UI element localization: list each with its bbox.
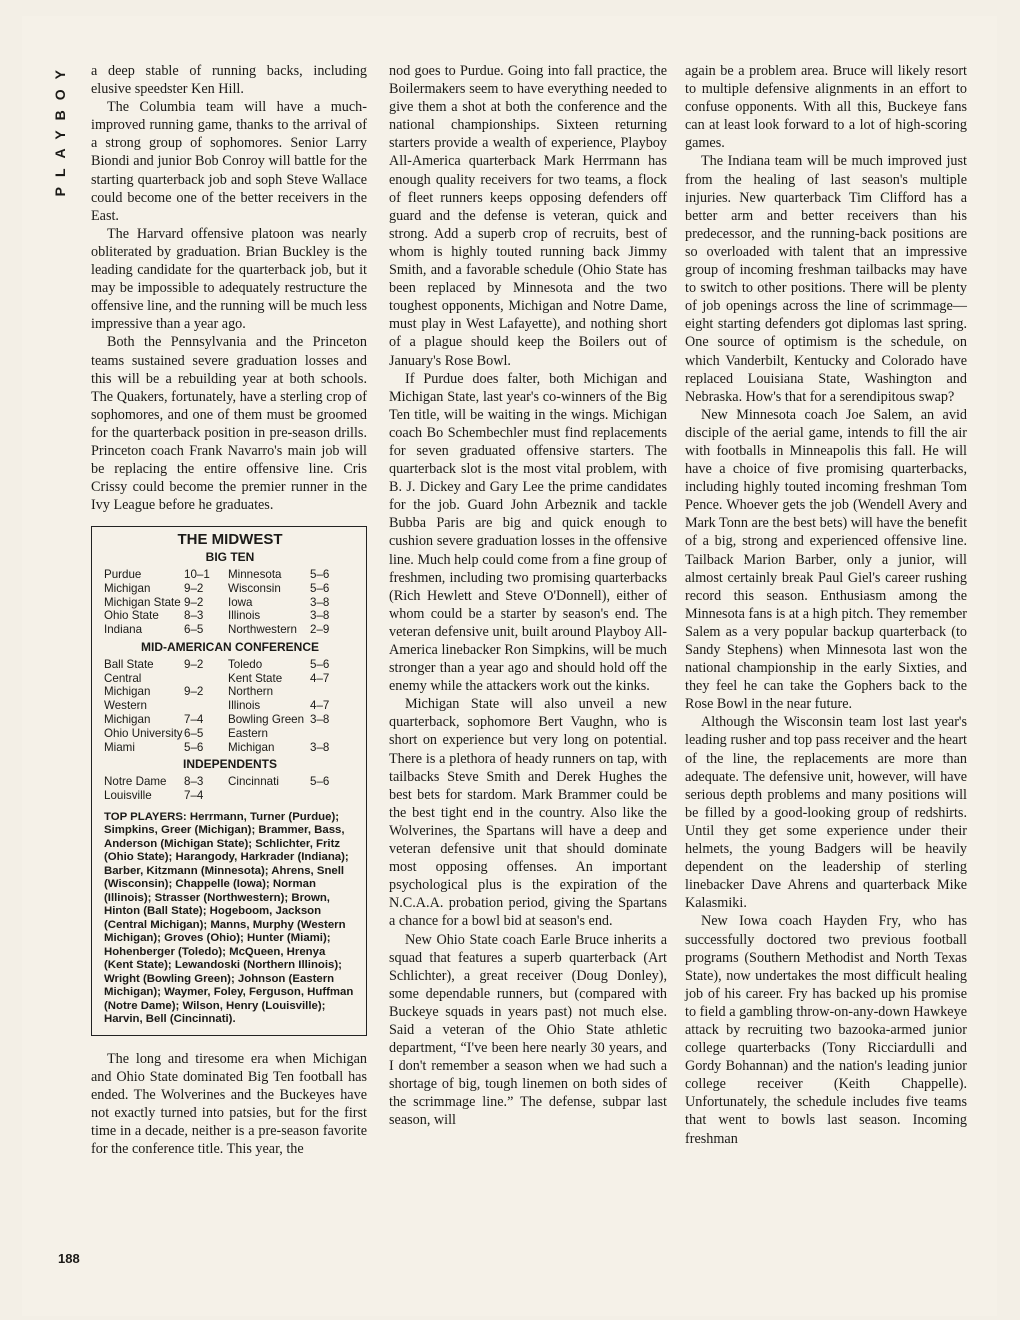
team-record: 5–6 xyxy=(184,740,204,754)
team-name: Michigan State xyxy=(104,595,181,609)
masthead-vertical: PLAYBOY xyxy=(52,60,68,197)
team-record: 5–6 xyxy=(310,775,330,789)
team-record: 10–1 xyxy=(184,567,210,581)
team-record: 2–9 xyxy=(310,623,330,637)
team-name: Ball State xyxy=(104,657,154,671)
standings-row xyxy=(104,658,356,672)
team-record: 9–2 xyxy=(184,581,204,595)
team-record: 9–2 xyxy=(184,685,204,699)
team-name: Northern xyxy=(228,685,274,699)
team-record xyxy=(310,685,356,699)
paragraph: a deep stable of running backs, including elusive speedster Ken Hill. xyxy=(91,63,367,98)
paragraph: New Minnesota coach Joe Salem, an avid disciple of the aerial game, intends to fill the air with footballs in Minneapolis this fall. He will have a choice of five promising quarterbacks, including highly touted incoming freshman Tom Pence. Whoever gets the job (Wendell Avery and Mark Tonn are the best bets) will have the benefit of a big, strong and experienced offensive line. Tailback Marion Barber, only a junior, will almost certainly break Paul Giel's career rushing record this season. Enthusiasm among the Minnesota fans is at a high pitch. They remember Salem as a very popular backup quarterback (to Sandy Stephens) when Minnesota last won the national championship in the early Sixties, and they feel he can take the Gophers back to the Rose Bowl in the near future. xyxy=(685,406,968,713)
big-ten-table xyxy=(104,568,356,637)
column-2 xyxy=(389,62,667,1130)
top-players: TOP PLAYERS: Herrmann, Turner (Purdue); Simpkins, Greer (Michigan); Brammer, Bass, Anderson (Michigan State); Schlichter, Fritz (Ohio State); Harangody, Harkrader (Indiana); Barber, Kitzmann (Minnesota); Ahrens, Snell (Wisconsin); Chappelle (Iowa); Norman (Illinois); Strasser (Northwestern); Brown, Hinton (Ball State); Hogeboom, Jackson (Central Michigan); Manns, Murphy (Western Michigan); Groves (Ohio); Hunter (Miami); Hohenberger (Toledo); McQueen, Hrenya (Kent State); Lewandoski (Northern Illinois); Wright (Bowling Green); Johnson (Eastern Michigan); Waymer, Foley, Ferguson, Huffman (Notre Dame); Wilson, Henry (Louisville); Harvin, Bell (Cincinnati). xyxy=(104,810,354,1026)
paragraph: Michigan State will also unveil a new quarterback, sophomore Bert Vaughn, who is short on experience but very long on potential. There is a plethora of heady runners on tap, with tailbacks Steve Smith and Derek Hughes the best bets for stardom. Mark Brammer could be the best tight end in the country. Also like the Wolverines, the Spartans will have a deep and veteran defensive unit that should dominate most opposing offenses. An important psychological plus is the expiration of the N.C.A.A. probation period, giving the Spartans a chance for a bowl bid at season's end. xyxy=(389,696,667,930)
team-name: Indiana xyxy=(104,623,143,637)
standings-row xyxy=(104,741,356,755)
team-record: 5–6 xyxy=(310,581,330,595)
team-record: 4–7 xyxy=(310,699,330,713)
standings-row xyxy=(104,775,356,789)
standings-row xyxy=(104,623,356,637)
team-name: Minnesota xyxy=(228,567,282,581)
team-name: Purdue xyxy=(104,567,142,581)
team-record: 8–3 xyxy=(184,609,204,623)
team-name: Notre Dame xyxy=(104,775,167,789)
page-number: 188 xyxy=(58,1251,80,1266)
team-record: 6–5 xyxy=(184,623,204,637)
team-record: 8–3 xyxy=(184,775,204,789)
team-record xyxy=(184,699,228,713)
mac-heading: MID-AMERICAN CONFERENCE xyxy=(141,639,319,654)
paragraph: The long and tiresome era when Michigan and Ohio State dominated Big Ten football has ended. The Wolverines and the Buckeyes have not exactly turned into patsies, but for the first time in a decade, neither is a pre-season favorite for the conference title. This year, the xyxy=(91,1050,367,1158)
standings-row xyxy=(104,672,356,686)
team-record: 5–6 xyxy=(310,657,330,671)
team-record: 9–2 xyxy=(184,657,204,671)
team-name: Cincinnati xyxy=(228,775,279,789)
team-name: Iowa xyxy=(228,595,253,609)
team-record: 9–2 xyxy=(184,595,204,609)
standings-row xyxy=(104,727,356,741)
team-record: 3–8 xyxy=(310,712,330,726)
team-name: Michigan xyxy=(104,712,151,726)
team-record: 5–6 xyxy=(310,567,330,581)
team-record: 4–7 xyxy=(310,671,330,685)
team-record xyxy=(184,672,228,686)
team-name: Ohio University xyxy=(104,726,183,740)
paragraph: The Harvard offensive platoon was nearly obliterated by graduation. Brian Buckley is the leading candidate for the quarterback job, but it may be impossible to adequately restructure the offensive line, and the running will be much less impressive than a year ago. xyxy=(91,225,367,333)
team-name: Illinois xyxy=(228,699,261,713)
paragraph: nod goes to Purdue. Going into fall practice, the Boilermakers seem to have everything needed to give them a shot at both the conference and the national championships. Sixteen returning starters provide a wealth of experience, Playboy All-America quarterback Mark Herrmann has enough quality receivers for two teams, a flock of fleet runners keeps opposing defenders off guard and the defense is veteran, quick and strong. Add a superb crop of recruits, best of whom is highly touted running back Jimmy Smith, and a favorable schedule (Ohio State has been replaced by Minnesota and the two toughest opponents, Michigan and Notre Dame, must play in West Lafayette), and nothing short of a plague should keep the Boilers out of January's Rose Bowl. xyxy=(389,63,667,369)
team-name: Michigan xyxy=(104,581,151,595)
paragraph: Although the Wisconsin team lost last year's leading rusher and top pass receiver and the heart of the line, the replacements are more than adequate. The defensive unit, however, will have serious depth problems and many positions will be filled by a good-looking group of redshirts. Until they get some experience under their helmets, the young Badgers will be heavily dependent on the leadership of sterling linebacker Dave Ahrens and quarterback Mike Kalasmiki. xyxy=(685,714,967,912)
team-record xyxy=(310,727,356,741)
standings-row xyxy=(104,685,356,699)
team-record: 6–5 xyxy=(184,726,204,740)
team-name: Eastern xyxy=(228,726,268,740)
team-name: Miami xyxy=(104,740,135,754)
paragraph: The Indiana team will be much improved just from the healing of last season's multiple injuries. New quarterback Tim Clifford has a better arm and better receivers than his predecessor, and the running-back positions are so overloaded with talent that an impressive group of incoming freshman tailbacks may have to switch to other positions. There will be plenty of job openings across the line of scrimmage—eight starting defenders got diplomas last spring. One source of optimism is the schedule, on which Vanderbilt, Kentucky and Colorado have replaced Louisiana State, Washington and Nebraska. How's that for a serendipitous swap? xyxy=(685,153,967,405)
team-record: 7–4 xyxy=(184,788,204,802)
team-record: 3–8 xyxy=(310,740,330,754)
paragraph: If Purdue does falter, both Michigan and Michigan State, last year's co-winners of the Big Ten title, will be waiting in the wings. Michigan coach Bo Schembechler must find replacements for seven graduated offensive starters. The quarterback slot is the most vital problem, with B. J. Dickey and Gary Lee the prime candidates for the job. Guard John Arbeznik and tackle Bubba Paris are big and quick enough to cushion severe graduation losses in the offensive line. Much help could come from a fine group of freshmen, including two promising quarterbacks (Rich Hewlett and Steve O'Donnell), either of whom could be a starter by season's end. The veteran defensive unit, built around Playboy All-America linebacker Ron Simpkins, will be much stronger than a year ago and should hold off the enemy while the attackers work out the kinks. xyxy=(389,370,667,695)
paragraph: The Columbia team will have a much-improved running game, thanks to the arrival of a strong group of sophomores. Senior Larry Biondi and junior Bob Conroy will battle for the starting quarterback job and soph Steve Wallace could become one of the better receivers in the East. xyxy=(91,99,367,224)
team-name: Toledo xyxy=(228,657,263,671)
paragraph: again be a problem area. Bruce will likely resort to multiple defensive alignments in an effort to confuse opponents. With all this, Buckeye fans can at least look forward to a lot of high-scoring games. xyxy=(685,63,967,152)
team-name: Illinois xyxy=(228,609,261,623)
team-name: Bowling Green xyxy=(228,712,305,726)
team-record: 3–8 xyxy=(310,609,330,623)
team-record: 7–4 xyxy=(184,712,204,726)
paragraph: New Iowa coach Hayden Fry, who has successfully doctored two previous football programs (Southern Methodist and North Texas State), now undertakes the most difficult healing job of his career. Fry has backed up his promise to field a gambling throw-on-any-down Hawkeye attack by recruiting two bazooka-armed junior college quarterbacks (Tony Ricciardulli and Gordy Bohannan) and the nation's leading junior college receiver (Keith Chappelle). Unfortunately, the schedule includes five teams that went to bowls last season. Incoming freshman xyxy=(685,913,967,1147)
team-name xyxy=(228,789,310,803)
standings-row xyxy=(104,609,356,623)
paragraph: Both the Pennsylvania and the Princeton teams sustained severe graduation losses and this will be a rebuilding year at both schools. The Quakers, fortunately, have a sterling crop of sophomores, and one of them must be groomed for the quarterback position in pre-season drills. Princeton coach Frank Navarro's main job will be replacing the entire offensive line. Cris Crissy could become the premier runner in the Ivy League before he graduates. xyxy=(91,334,367,514)
standings-row xyxy=(104,596,356,610)
mac-table xyxy=(104,658,356,755)
team-record xyxy=(310,789,356,803)
team-name: Michigan xyxy=(104,685,151,699)
team-name: Wisconsin xyxy=(228,581,281,595)
standings-row xyxy=(104,568,356,582)
standings-row xyxy=(104,713,356,727)
column-3 xyxy=(685,62,967,1148)
standings-row xyxy=(104,699,356,713)
team-name: Kent State xyxy=(228,671,283,685)
midwest-sidebar-box xyxy=(91,526,367,1035)
team-name: Ohio State xyxy=(104,609,159,623)
paragraph: New Ohio State coach Earle Bruce inherits a squad that features a superb quarterback (Art Schlichter), a great receiver (Doug Donley), some dependable runners, but (compared with Buckeye squads in years past) not much else. Said a veteran of the Ohio State athletic department, “I've been here nearly 30 years, and I don't remember a season when we had such a shortage of big, tough linemen on both sides of the scrimmage line.” The defense, subpar last season, will xyxy=(389,931,667,1129)
team-name: Northwestern xyxy=(228,623,297,637)
team-name: Western xyxy=(104,699,147,713)
team-name: Michigan xyxy=(228,740,275,754)
team-name: Central xyxy=(104,671,142,685)
team-name: Louisville xyxy=(104,788,152,802)
team-record: 3–8 xyxy=(310,595,330,609)
big-ten-heading: BIG TEN xyxy=(205,550,255,565)
standings-row xyxy=(104,582,356,596)
standings-row xyxy=(104,789,356,803)
column-1 xyxy=(91,62,367,1158)
box-title: THE MIDWEST xyxy=(177,531,283,549)
independents-heading: INDEPENDENTS xyxy=(182,757,277,772)
independents-table xyxy=(104,775,356,803)
